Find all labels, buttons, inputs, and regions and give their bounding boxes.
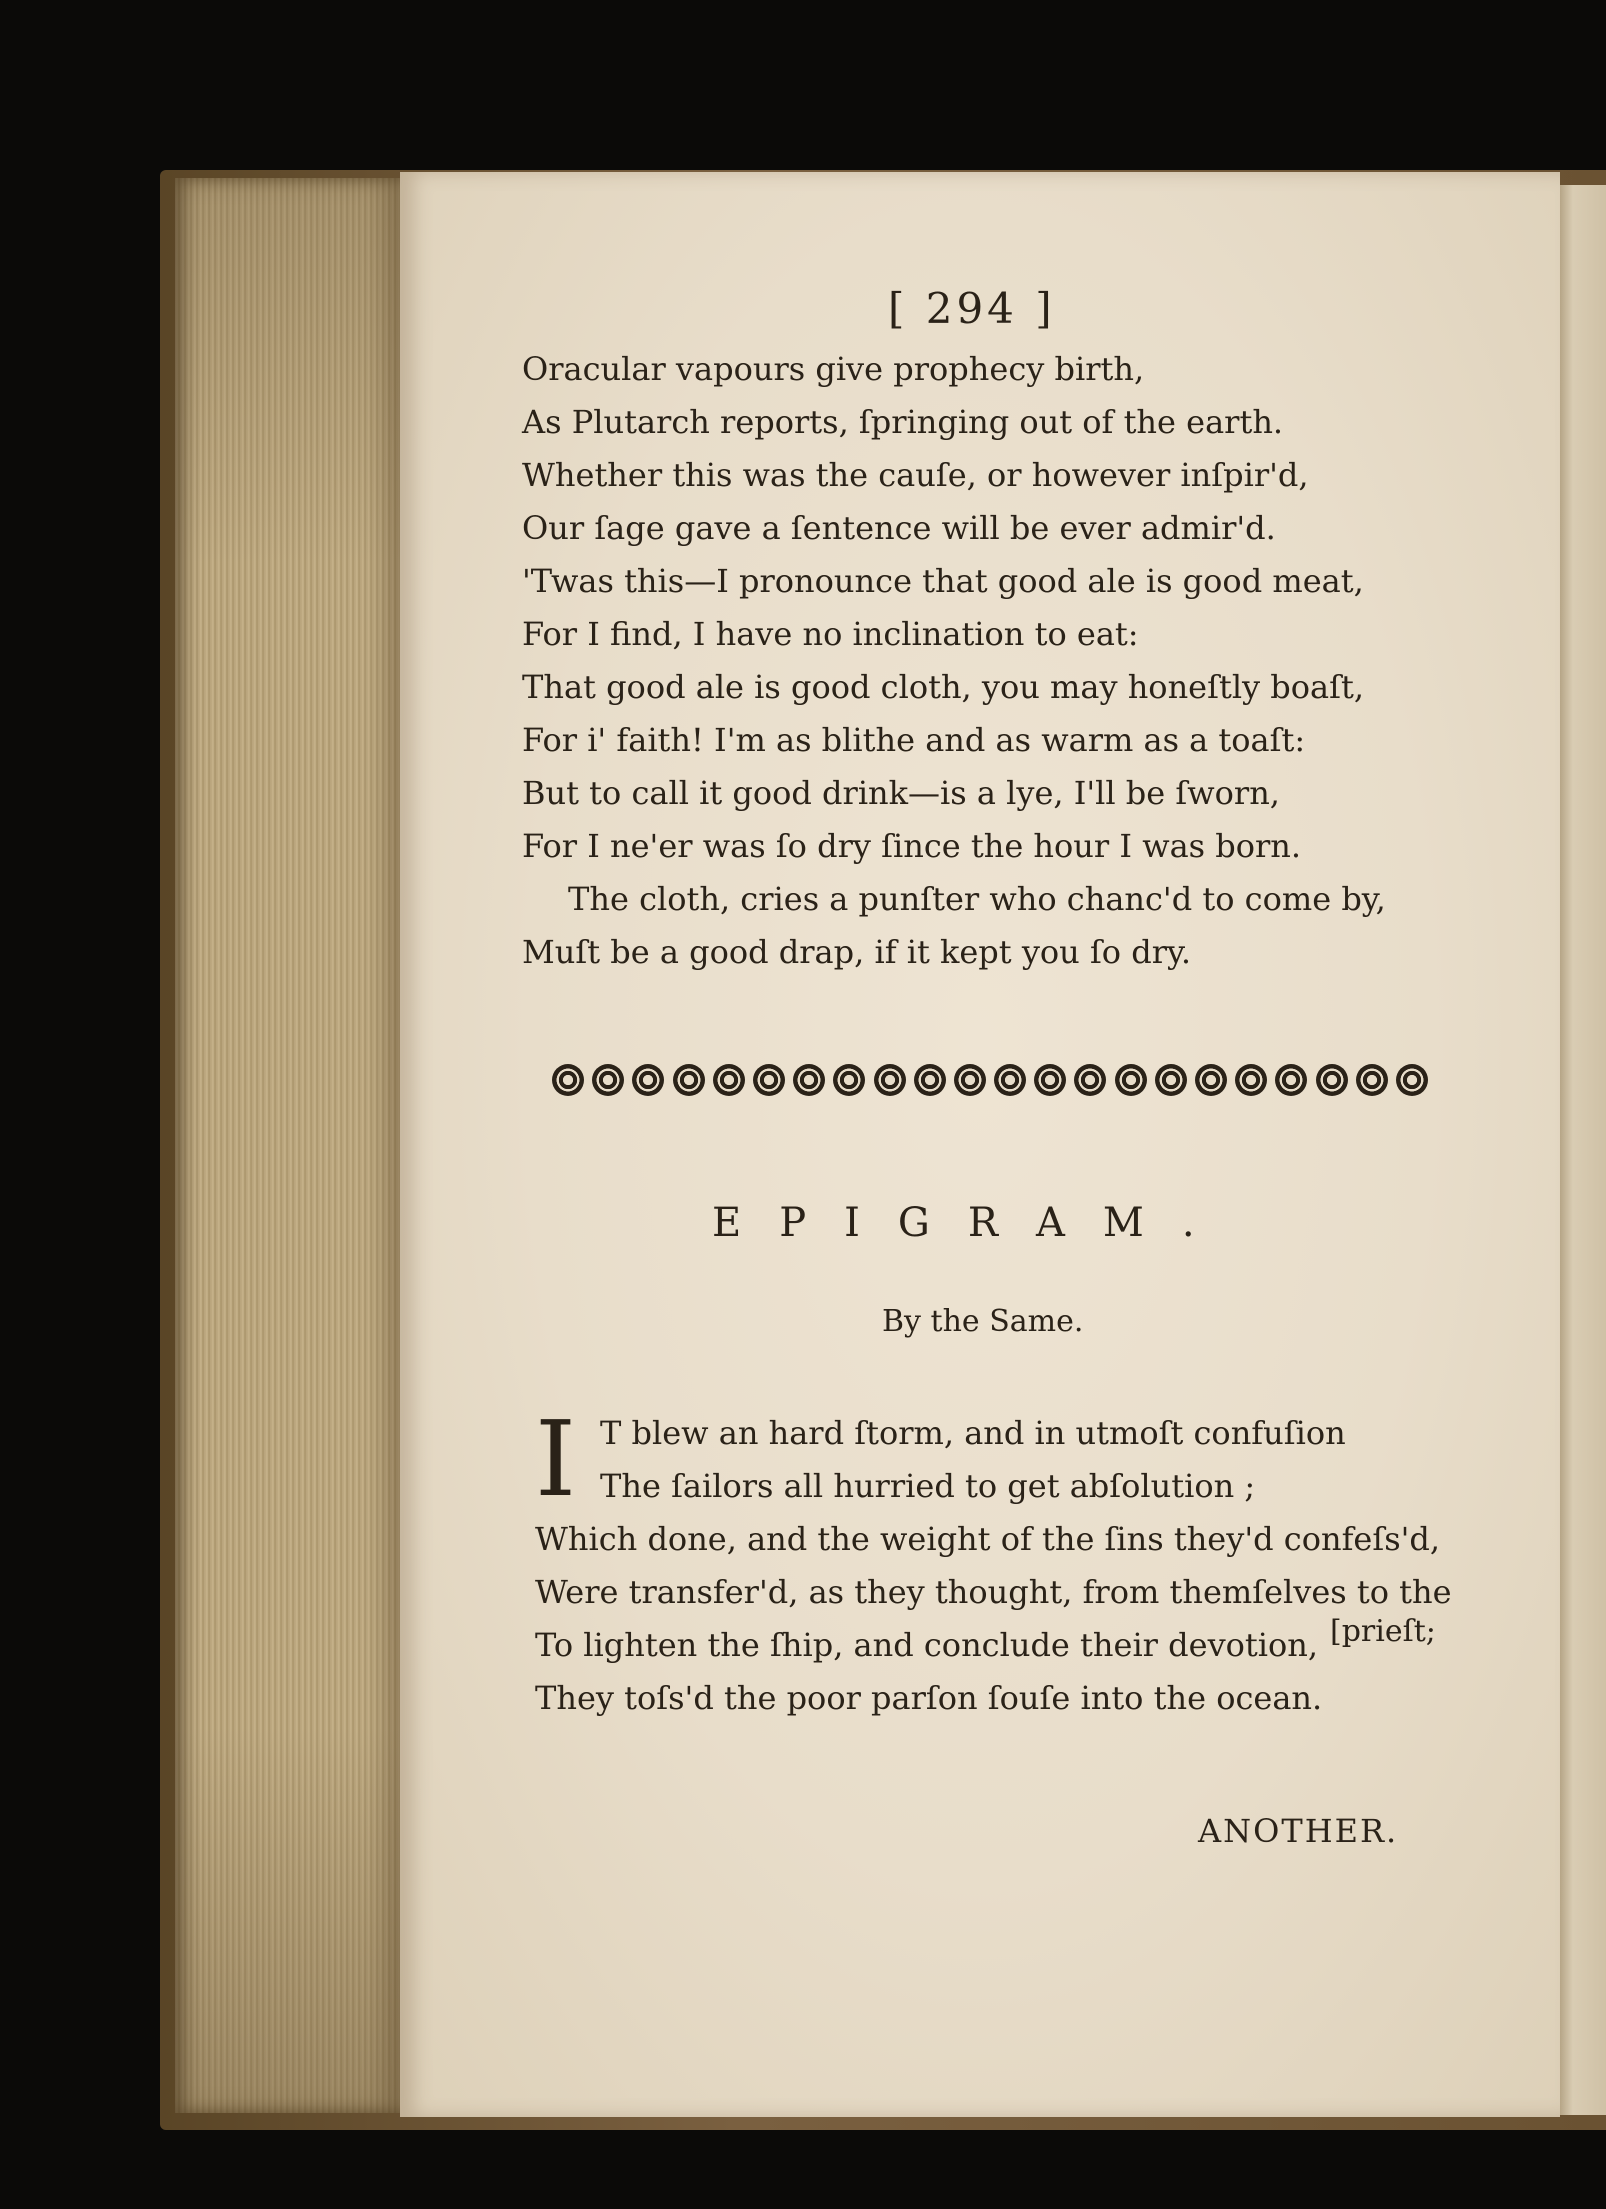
page-text xyxy=(400,172,1560,2117)
rosette-ornament xyxy=(592,1064,624,1096)
rosette-ornament xyxy=(1396,1064,1428,1096)
page-edges-shade xyxy=(175,178,405,2113)
epigram-line: T blew an hard ſtorm, and in utmoſt confuſion xyxy=(600,1414,1346,1452)
ornamental-divider xyxy=(552,1060,1428,1100)
rosette-ornament xyxy=(833,1064,865,1096)
poem-line: The cloth, cries a punſter who chanc'd to come by, xyxy=(568,880,1386,918)
page-number: [ 294 ] xyxy=(888,284,1056,333)
epigram-line: Were transfer'd, as they thought, from themſelves to the xyxy=(535,1573,1452,1611)
poem-line: Whether this was the cauſe, or however inſpir'd, xyxy=(522,456,1309,494)
poem-line: 'Twas this—I pronounce that good ale is good meat, xyxy=(522,562,1364,600)
facing-page-edge xyxy=(1555,185,1606,2115)
catchword: ANOTHER. xyxy=(1198,1812,1399,1850)
poem-line: Oracular vapours give prophecy birth, xyxy=(522,350,1145,388)
poem-line: That good ale is good cloth, you may honeſtly boaſt, xyxy=(522,668,1364,706)
turnover-word: [prieſt; xyxy=(1330,1614,1436,1649)
poem-line: For i' faith! I'm as blithe and as warm as a toaſt: xyxy=(522,721,1306,759)
rosette-ornament xyxy=(1155,1064,1187,1096)
book-page xyxy=(400,172,1560,2117)
rosette-ornament xyxy=(753,1064,785,1096)
poem-line: Our ſage gave a ſentence will be ever admir'd. xyxy=(522,509,1276,547)
rosette-ornament xyxy=(954,1064,986,1096)
rosette-ornament xyxy=(1275,1064,1307,1096)
rosette-ornament xyxy=(874,1064,906,1096)
rosette-ornament xyxy=(632,1064,664,1096)
byline: By the Same. xyxy=(882,1304,1084,1339)
poem-line: For I ne'er was ſo dry ſince the hour I was born. xyxy=(522,827,1302,865)
rosette-ornament xyxy=(1195,1064,1227,1096)
epigram-line: Which done, and the weight of the ſins they'd confeſs'd, xyxy=(535,1520,1441,1558)
section-heading: EPIGRAM. xyxy=(712,1200,1233,1246)
epigram-line: To lighten the ſhip, and conclude their devotion, xyxy=(535,1626,1319,1664)
poem-line: As Plutarch reports, ſpringing out of the earth. xyxy=(522,403,1284,441)
rosette-ornament xyxy=(994,1064,1026,1096)
rosette-ornament xyxy=(914,1064,946,1096)
rosette-ornament xyxy=(1356,1064,1388,1096)
rosette-ornament xyxy=(1316,1064,1348,1096)
poem-line: For I find, I have no inclination to eat: xyxy=(522,615,1139,653)
drop-cap: I xyxy=(535,1398,577,1520)
rosette-ornament xyxy=(1034,1064,1066,1096)
page-edges xyxy=(175,178,405,2113)
rosette-ornament xyxy=(1115,1064,1147,1096)
rosette-ornament xyxy=(793,1064,825,1096)
epigram-line: They toſs'd the poor parſon ſouſe into the ocean. xyxy=(535,1679,1323,1717)
rosette-ornament xyxy=(713,1064,745,1096)
rosette-ornament xyxy=(1235,1064,1267,1096)
poem-line: But to call it good drink—is a lye, I'll be ſworn, xyxy=(522,774,1280,812)
poem-line: Muſt be a good drap, if it kept you ſo dry. xyxy=(522,933,1191,971)
rosette-ornament xyxy=(1074,1064,1106,1096)
rosette-ornament xyxy=(673,1064,705,1096)
epigram-line: The ſailors all hurried to get abſolution ; xyxy=(600,1467,1256,1505)
rosette-ornament xyxy=(552,1064,584,1096)
